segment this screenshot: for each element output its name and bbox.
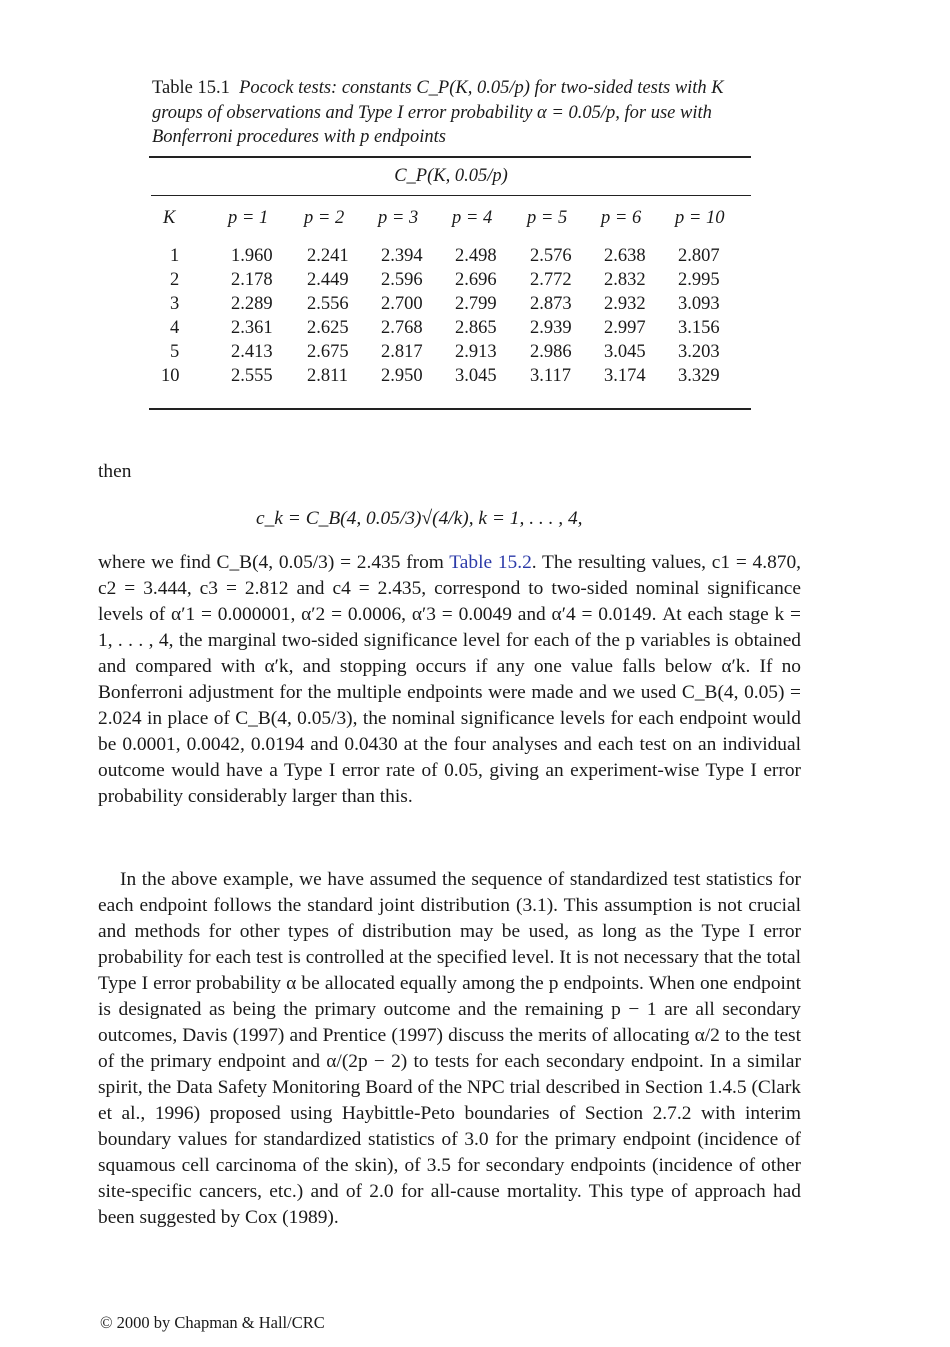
- table-cell: 2.696: [455, 270, 497, 290]
- table-row-k: 5: [170, 342, 180, 362]
- table-cell: 3.045: [455, 366, 497, 386]
- table-column-header-row: [149, 196, 751, 244]
- copyright-footer: © 2000 by Chapman & Hall/CRC: [100, 1313, 325, 1332]
- table-cell: 2.939: [530, 318, 572, 338]
- table-cell: 2.596: [381, 270, 423, 290]
- table-column-header: p = 2: [304, 208, 345, 228]
- table-cell: 2.995: [678, 270, 720, 290]
- table-row-k: 2: [170, 270, 180, 290]
- paragraph-2: In the above example, we have assumed the sequence of standardized test statistics for each endpoint follows the standard joint distribution (3.1). This assumption is not crucial and methods for other types of distribution may be used, as long as the Type I error probability for each test is controlled at the specified level. It is not necessary that the total Type I error probability α be allocated equally among the p endpoints. When one endpoint is designated as being the primary outcome and the remaining p − 1 are all secondary outcomes, Davis (1997) and Prentice (1997) discuss the merits of allocating α/2 to the test of the primary endpoint and α/(2p − 2) to tests for each secondary endpoint. In a similar spirit, the Data Safety Monitoring Board of the NPC trial described in Section 1.4.5 (Clark et al., 1996) proposed using Haybittle-Peto boundaries of Section 2.7.2 with interim boundary values for standardized statistics of 3.0 for the primary endpoint (incidence of squamous cell carcinoma of the skin), of 3.5 for secondary endpoints (incidence of other site-specific cancers, etc.) and of 2.0 for all-cause mortality. This type of approach had been suggested by Cox (1989).: [98, 869, 801, 1228]
- table-column-header: p = 3: [378, 208, 419, 228]
- table-cell: 3.045: [604, 342, 646, 362]
- table-15-2-link[interactable]: Table 15.2: [449, 552, 532, 573]
- table-cell: 2.873: [530, 294, 572, 314]
- table-cell: 2.772: [530, 270, 572, 290]
- table-cell: 2.832: [604, 270, 646, 290]
- table-column-header: p = 6: [601, 208, 642, 228]
- table-cell: 1.960: [231, 246, 273, 266]
- table-cell: 3.093: [678, 294, 720, 314]
- table-cell: 2.498: [455, 246, 497, 266]
- table-cell: 2.638: [604, 246, 646, 266]
- table-cell: 2.997: [604, 318, 646, 338]
- pocock-constants-table: [149, 156, 751, 410]
- table-cell: 3.174: [604, 366, 646, 386]
- table-cell: 2.289: [231, 294, 273, 314]
- table-cell: 2.555: [231, 366, 273, 386]
- paragraph-1-rest: . The resulting values, c1 = 4.870, c2 = 3.444, c3 = 2.812 and c4 = 2.435, correspond to two-sided nominal significance levels of α′1 = 0.000001, α′2 = 0.0006, α′3 = 0.0049 and α′4 = 0.0149. At each stage k = 1, . . . , 4, the marginal two-sided significance level for each of the p variables is obtained and compared with α′k, and stopping occurs if any one value falls below α′k. If no Bonferroni adjustment for the multiple endpoints were made and we used C_B(4, 0.05) = 2.024 in place of C_B(4, 0.05/3), the nominal significance levels for each endpoint would be 0.0001, 0.0042, 0.0194 and 0.0430 at the four analyses and each test on an individual outcome would have a Type I error rate of 0.05, giving an experiment-wise Type I error probability considerably larger than this.: [98, 552, 802, 807]
- then-text: then: [98, 461, 132, 482]
- table-cell: 2.807: [678, 246, 720, 266]
- table-column-header: p = 10: [675, 208, 725, 228]
- table-cell: 2.625: [307, 318, 349, 338]
- table-cell: 2.811: [307, 366, 348, 386]
- table-body: [149, 244, 751, 398]
- table-cell: 2.576: [530, 246, 572, 266]
- table-cell: 2.913: [455, 342, 497, 362]
- table-caption-text: Pocock tests: constants C_P(K, 0.05/p) for two-sided tests with K groups of observations and Type I error probability α = 0.05/p, for use with Bonferroni procedures with p endpoints: [152, 78, 724, 147]
- formula: c_k = C_B(4, 0.05/3)√(4/k), k = 1, . . . , 4,: [256, 508, 583, 529]
- table-cell: 2.178: [231, 270, 273, 290]
- table-cell: 2.950: [381, 366, 423, 386]
- table-column-header: p = 5: [527, 208, 568, 228]
- table-cell: 2.394: [381, 246, 423, 266]
- table-column-header: p = 4: [452, 208, 493, 228]
- table-caption-label: Table 15.1: [152, 78, 230, 98]
- table-row-k: 1: [170, 246, 180, 266]
- table-cell: 3.117: [530, 366, 571, 386]
- paragraph-1-start: where we find C_B(4, 0.05/3) = 2.435 from: [98, 552, 450, 573]
- table-cell: 2.675: [307, 342, 349, 362]
- paragraph-1: [98, 550, 801, 810]
- table-column-header: p = 1: [228, 208, 269, 228]
- table-cell: 2.817: [381, 342, 423, 362]
- table-cell: 2.556: [307, 294, 349, 314]
- table-row-k: 4: [170, 318, 180, 338]
- table-cell: 2.932: [604, 294, 646, 314]
- table-cell: 2.413: [231, 342, 273, 362]
- table-cell: 3.329: [678, 366, 720, 386]
- table-caption: [152, 76, 752, 150]
- table-cell: 3.203: [678, 342, 720, 362]
- table-cell: 2.865: [455, 318, 497, 338]
- table-cell: 2.361: [231, 318, 273, 338]
- table-row-k: 10: [161, 366, 180, 386]
- table-cell: 2.768: [381, 318, 423, 338]
- table-row-k: 3: [170, 294, 180, 314]
- table-cell: 3.156: [678, 318, 720, 338]
- table-spanning-header: C_P(K, 0.05/p): [151, 158, 751, 196]
- table-cell: 2.986: [530, 342, 572, 362]
- table-row-header: K: [163, 208, 176, 228]
- table-cell: 2.449: [307, 270, 349, 290]
- table-cell: 2.241: [307, 246, 349, 266]
- table-cell: 2.799: [455, 294, 497, 314]
- table-cell: 2.700: [381, 294, 423, 314]
